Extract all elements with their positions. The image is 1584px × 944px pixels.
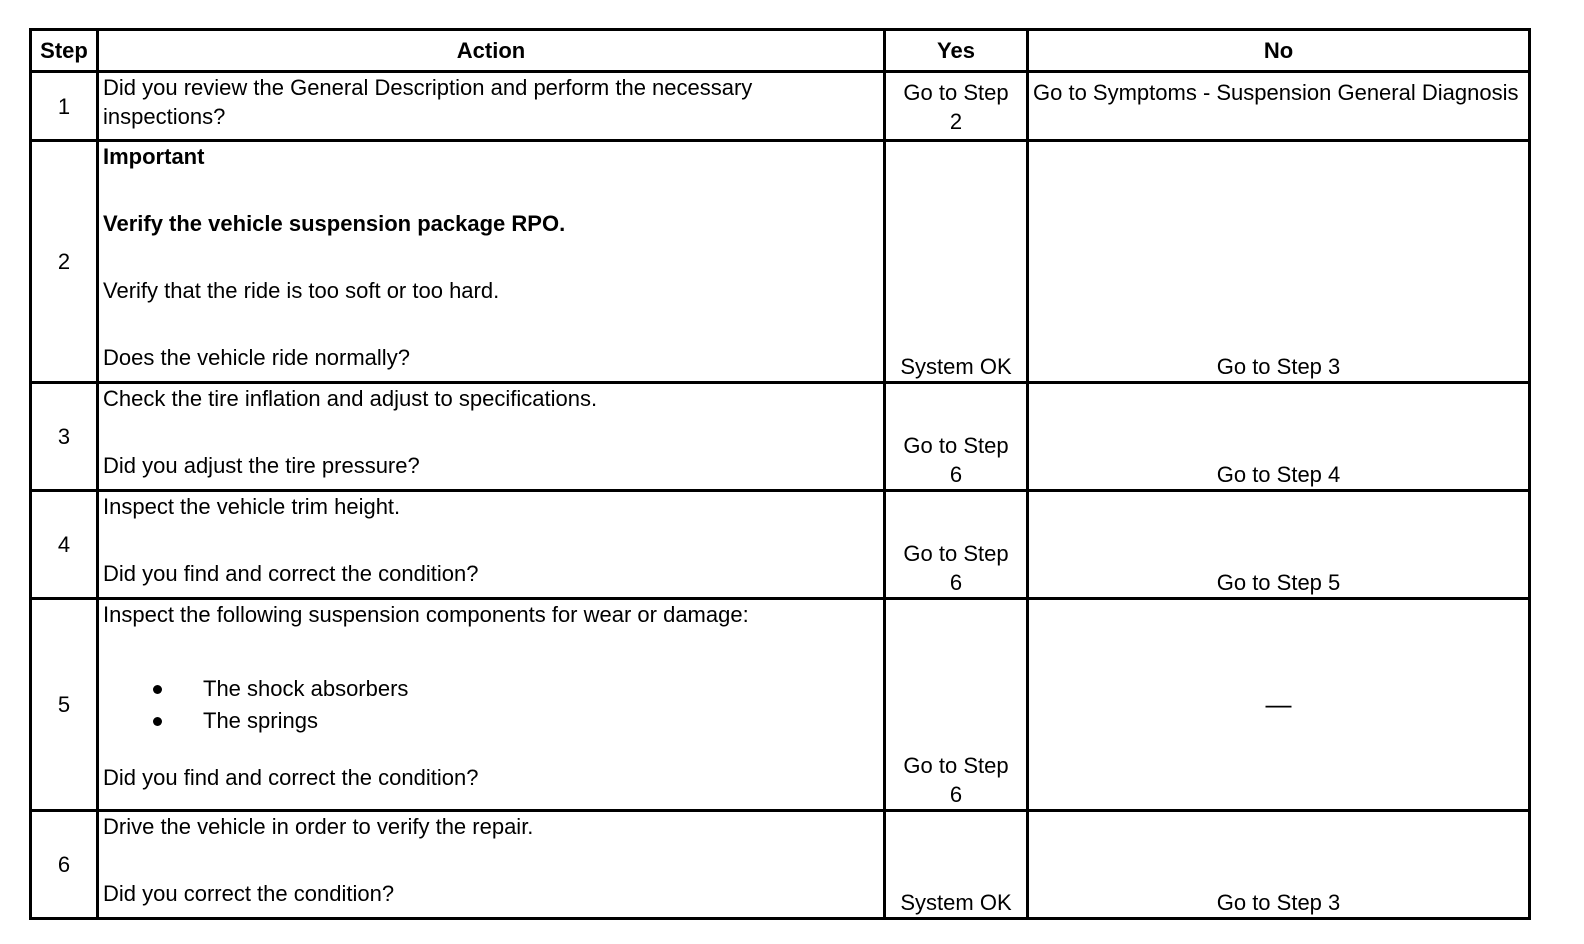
instruction-text: Inspect the vehicle trim height.	[103, 494, 401, 519]
header-step: Step	[31, 30, 98, 72]
no-cell: Go to Step 3	[1028, 811, 1530, 919]
no-cell: Go to Step 3	[1028, 141, 1530, 383]
header-yes: Yes	[885, 30, 1028, 72]
question-text: Did you find and correct the condition?	[103, 765, 479, 790]
action-cell	[98, 141, 885, 383]
important-label: Important	[103, 144, 205, 169]
step-number: 2	[31, 141, 98, 383]
step-number: 6	[31, 811, 98, 919]
yes-cell: Go to Step 6	[885, 491, 1028, 599]
header-row	[31, 30, 1530, 72]
component-list	[103, 673, 879, 737]
yes-cell: System OK	[885, 811, 1028, 919]
list-item: The springs	[103, 705, 879, 737]
table-row-step-2	[31, 141, 1530, 383]
table-row-step-4	[31, 491, 1530, 599]
question-text: Did you correct the condition?	[103, 881, 395, 906]
header-no: No	[1028, 30, 1530, 72]
yes-cell: Go to Step 2	[885, 72, 1028, 141]
action-text: Did you review the General Description and perform the necessary inspections?	[103, 75, 753, 129]
bullet-icon	[153, 685, 162, 694]
instruction-text: Check the tire inflation and adjust to specifications.	[103, 386, 598, 411]
table-row-step-1	[31, 72, 1530, 141]
yes-cell: Go to Step 6	[885, 383, 1028, 491]
yes-cell: System OK	[885, 141, 1028, 383]
no-cell: Go to Symptoms - Suspension General Diagnosis	[1028, 72, 1530, 141]
action-cell	[98, 491, 885, 599]
question-text: Does the vehicle ride normally?	[103, 345, 410, 370]
question-text: Did you adjust the tire pressure?	[103, 453, 420, 478]
instruction-text: Inspect the following suspension components for wear or damage:	[103, 602, 749, 627]
no-cell: Go to Step 4	[1028, 383, 1530, 491]
diagnostic-table	[29, 28, 1531, 920]
step-number: 5	[31, 599, 98, 811]
no-cell: Go to Step 5	[1028, 491, 1530, 599]
question-text: Did you find and correct the condition?	[103, 561, 479, 586]
action-cell	[98, 811, 885, 919]
action-cell	[98, 72, 885, 141]
step-number: 3	[31, 383, 98, 491]
action-cell	[98, 383, 885, 491]
step-number: 4	[31, 491, 98, 599]
header-action: Action	[98, 30, 885, 72]
instruction-text: Verify that the ride is too soft or too hard.	[103, 278, 500, 303]
important-note: Verify the vehicle suspension package RPO.	[103, 211, 566, 236]
no-cell: —	[1028, 599, 1530, 811]
table-row-step-5	[31, 599, 1530, 811]
action-cell	[98, 599, 885, 811]
instruction-text: Drive the vehicle in order to verify the repair.	[103, 814, 534, 839]
table-row-step-6	[31, 811, 1530, 919]
bullet-icon	[153, 717, 162, 726]
list-item: The shock absorbers	[103, 673, 879, 705]
table-row-step-3	[31, 383, 1530, 491]
yes-cell: Go to Step 6	[885, 599, 1028, 811]
step-number: 1	[31, 72, 98, 141]
